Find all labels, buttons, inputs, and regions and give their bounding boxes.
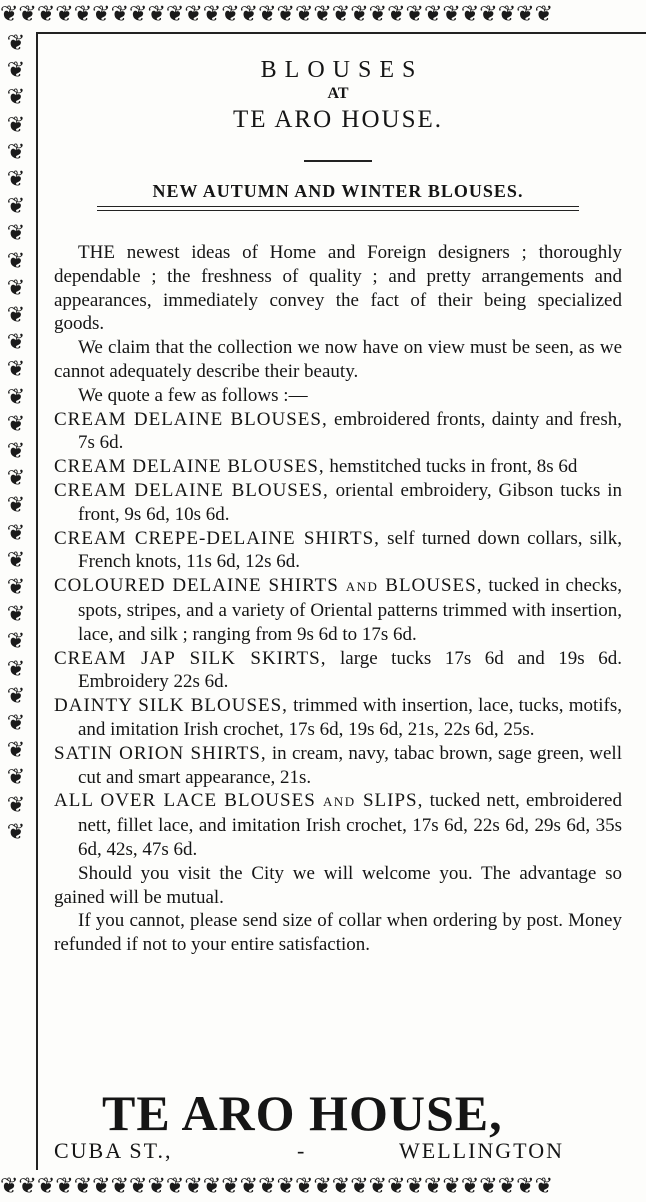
footer-store-name: TE ARO HOUSE, bbox=[102, 1085, 503, 1141]
list-item: CREAM DELAINE BLOUSES, embroidered fronts, dainty and fresh, 7s 6d. bbox=[54, 408, 622, 454]
advert-body bbox=[54, 241, 622, 957]
title-divider bbox=[304, 160, 372, 162]
subtitle: NEW AUTUMN AND WINTER BLOUSES. bbox=[152, 181, 524, 201]
footer-city: WELLINGTON bbox=[399, 1138, 564, 1163]
list-item: CREAM CREPE-DELAINE SHIRTS, self turned down collars, silk, French knots, 11s 6d, 12s 6d. bbox=[54, 527, 622, 573]
list-item: CREAM DELAINE BLOUSES, oriental embroidery, Gibson tucks in front, 9s 6d, 10s 6d. bbox=[54, 479, 623, 525]
title-store: TE ARO HOUSE. bbox=[232, 106, 444, 133]
title-at: AT bbox=[327, 85, 349, 102]
top-ornament-border: ❦❦❦❦❦❦❦❦❦❦❦❦❦❦❦❦❦❦❦❦❦❦❦❦❦❦❦❦❦❦ bbox=[0, 2, 554, 27]
list-item: CREAM DELAINE BLOUSES, hemstitched tucks in front, 8s 6d bbox=[54, 456, 578, 478]
list-item: COLOURED DELAINE SHIRTS AND BLOUSES, tucked in checks, spots, stripes, and a variety of Oriental patterns trimmed with insertion, lace, and silk ; ranging from 9s 6d to 17s 6d. bbox=[54, 575, 622, 645]
bottom-ornament-border: ❦❦❦❦❦❦❦❦❦❦❦❦❦❦❦❦❦❦❦❦❦❦❦❦❦❦❦❦❦❦ bbox=[0, 1174, 554, 1199]
list-item: CREAM JAP SILK SKIRTS, large tucks 17s 6d and 19s 6d. Embroidery 22s 6d. bbox=[54, 647, 622, 693]
post-paragraph: If you cannot, please send size of collar when ordering by post. Money refunded if not to your entire satisfaction. bbox=[54, 910, 622, 956]
footer-dash: - bbox=[297, 1138, 307, 1163]
visit-paragraph: Should you visit the City we will welcome you. The advantage so gained will be mutual. bbox=[54, 862, 622, 908]
advert-content bbox=[54, 56, 622, 957]
quote-lead: We quote a few as follows :— bbox=[78, 384, 308, 406]
list-item: ALL OVER LACE BLOUSES AND SLIPS, tucked nett, embroidered nett, fillet lace, and imitation Irish crochet, 17s 6d, 22s 6d, 29s 6d, 35s 6d, 42s, 47s 6d. bbox=[54, 790, 622, 860]
left-ornament-border: ❦❦❦❦❦❦❦❦❦❦❦❦❦❦❦❦❦❦❦❦❦❦❦❦❦❦❦❦❦❦ bbox=[6, 31, 26, 845]
footer-street: CUBA ST., bbox=[54, 1138, 173, 1163]
subtitle-double-rule bbox=[97, 206, 579, 211]
list-item: SATIN ORION SHIRTS, in cream, navy, tabac brown, sage green, well cut and smart appearance, 21s. bbox=[54, 742, 622, 788]
claim-paragraph: We claim that the collection we now have on view must be seen, as we cannot adequately describe their beauty. bbox=[54, 337, 622, 382]
list-item: DAINTY SILK BLOUSES, trimmed with insertion, lace, tucks, motifs, and imitation Irish crochet, 17s 6d, 19s 6d, 21s, 22s 6d, 25s. bbox=[54, 695, 622, 740]
title-blouses: BLOUSES bbox=[260, 57, 424, 83]
intro-paragraph: THE newest ideas of Home and Foreign designers ; thoroughly dependable ; the freshness of quality ; and pretty arrangements and appearances, immediately convey the fact of their being specialized goods. bbox=[54, 242, 622, 335]
